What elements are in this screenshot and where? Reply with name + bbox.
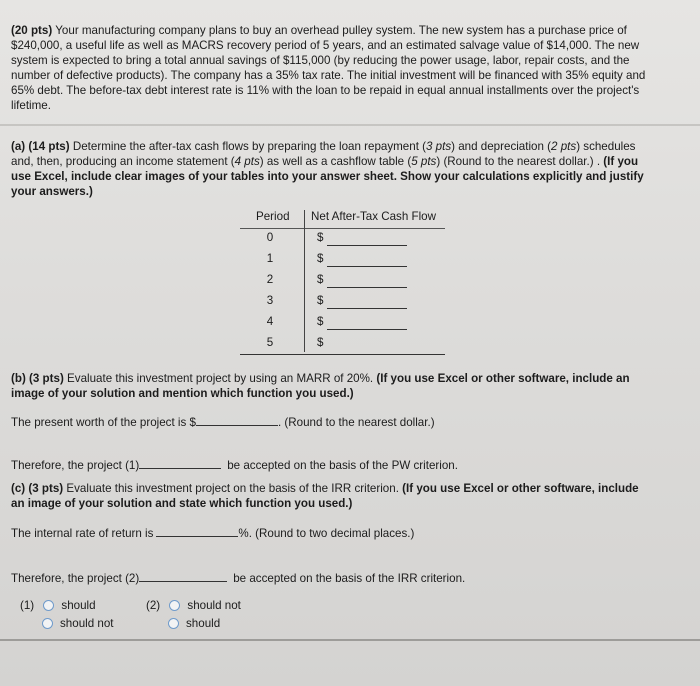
- period-cell: 2: [266, 273, 274, 286]
- intro-line-5: lifetime.: [11, 99, 51, 112]
- part-b-text: Evaluate this investment project by using an MARR of 20%.: [67, 372, 374, 385]
- cash-flow-input[interactable]: [327, 287, 407, 288]
- col-header-period: Period: [256, 210, 290, 223]
- irr-decision-dropdown[interactable]: [139, 570, 227, 582]
- option-group-2b: [168, 617, 220, 631]
- irr-prefix: The internal rate of return is: [11, 527, 154, 540]
- irr-answer-input[interactable]: [156, 525, 238, 537]
- part-a-line-1: [11, 140, 635, 154]
- pw-therefore-line: [11, 457, 458, 473]
- irr-therefore-suffix: be accepted on the basis of the IRR criterion.: [233, 572, 466, 585]
- option-group-1: [20, 599, 96, 613]
- irr-suffix: %. (Round to two decimal places.): [238, 527, 415, 540]
- section-divider: [0, 124, 700, 126]
- intro-line-0: [11, 24, 627, 38]
- part-a-pts-loan: 3 pts: [426, 140, 452, 153]
- pw-therefore-prefix: Therefore, the project (1): [11, 459, 140, 472]
- part-a-text-4: and, then, producing an income statement (: [11, 155, 235, 168]
- cash-flow-input[interactable]: [327, 245, 407, 246]
- part-c-label: (c) (3 pts): [11, 482, 64, 495]
- option-should-not-2[interactable]: [169, 599, 241, 612]
- option-should-2[interactable]: [168, 617, 220, 630]
- part-b-line-2: image of your solution and mention which function you used.): [11, 387, 354, 400]
- col-header-cash-flow: Net After-Tax Cash Flow: [311, 210, 436, 223]
- part-b-label: (b) (3 pts): [11, 372, 64, 385]
- period-cell: 1: [266, 252, 274, 265]
- period-cell: 0: [266, 231, 274, 244]
- intro-points: (20 pts): [11, 24, 53, 37]
- part-a-label: (a) (14 pts): [11, 140, 70, 153]
- part-a-text-2: ) and depreciation (: [451, 140, 552, 153]
- dollar-sign: $: [317, 273, 324, 286]
- option-label: should: [186, 617, 221, 630]
- part-b-bold-1: (If you use Excel or other software, include an: [376, 372, 630, 385]
- bottom-divider: [0, 639, 700, 641]
- pw-prefix: The present worth of the project is $: [11, 416, 196, 429]
- period-cell: 5: [266, 336, 274, 349]
- option-should-1[interactable]: [43, 599, 95, 612]
- part-a-text-6: ) (Round to the nearest dollar.) .: [436, 155, 601, 168]
- irr-therefore-line: [11, 570, 465, 586]
- radio-icon[interactable]: [42, 618, 53, 629]
- intro-line-2: system is expected to bring a total annual savings of $115,000 (by reducing the power usage, labor, repair costs, and the: [11, 54, 630, 67]
- option-label: should not: [187, 599, 241, 612]
- group-2-label: (2): [146, 599, 161, 612]
- table-row: [240, 231, 445, 251]
- part-c-text: Evaluate this investment project on the basis of the IRR criterion.: [66, 482, 399, 495]
- dollar-sign: $: [317, 252, 324, 265]
- option-label: should not: [60, 617, 114, 630]
- irr-line: [11, 525, 414, 541]
- dollar-sign: $: [317, 315, 324, 328]
- intro-text-0: Your manufacturing company plans to buy an overhead pulley system. The new system has a purchase price of: [55, 24, 627, 37]
- cash-flow-input[interactable]: [327, 308, 407, 309]
- period-cell: 4: [266, 315, 274, 328]
- intro-line-4: 65% debt. The before-tax debt interest rate is 11% with the loan to be repaid in equal annual installments over the project's: [11, 84, 640, 97]
- group-1-label: (1): [20, 599, 35, 612]
- pw-answer-input[interactable]: [196, 414, 278, 426]
- irr-therefore-prefix: Therefore, the project (2): [11, 572, 140, 585]
- dollar-sign: $: [317, 336, 324, 349]
- pw-line: [11, 414, 435, 430]
- option-group-2: [146, 599, 241, 613]
- part-c-bold-1: (If you use Excel or other software, include: [402, 482, 639, 495]
- part-a-pts-income: 4 pts: [234, 155, 260, 168]
- option-group-1b: [42, 617, 114, 631]
- part-a-bold-1: (If you: [603, 155, 639, 168]
- table-row: [240, 252, 445, 272]
- option-should-not-1[interactable]: [42, 617, 114, 630]
- pw-suffix: . (Round to the nearest dollar.): [277, 416, 435, 429]
- radio-icon[interactable]: [168, 618, 179, 629]
- cash-flow-input[interactable]: [327, 266, 407, 267]
- table-header-rule: [240, 228, 445, 229]
- part-a-line-4: your answers.): [11, 185, 93, 198]
- part-a-pts-dep: 2 pts: [551, 140, 577, 153]
- period-cell: 3: [266, 294, 274, 307]
- dollar-sign: $: [317, 294, 324, 307]
- part-a-line-2: [11, 155, 638, 169]
- pw-decision-dropdown[interactable]: [139, 457, 221, 469]
- part-a-line-3: use Excel, include clear images of your tables into your answer sheet. Show your calculations explicitly and justify: [11, 170, 644, 183]
- part-b-line-1: [11, 372, 630, 386]
- radio-icon[interactable]: [169, 600, 180, 611]
- intro-line-1: $240,000, a useful life as well as MACRS recovery period of 5 years, and an estimated salvage value of $14,000. The new: [11, 39, 640, 52]
- table-row: [240, 273, 445, 293]
- part-c-line-2: an image of your solution and state which function you used.): [11, 497, 353, 510]
- cash-flow-input[interactable]: [327, 329, 407, 330]
- table-row: [240, 315, 445, 335]
- part-c-line-1: [11, 482, 639, 496]
- radio-icon[interactable]: [43, 600, 54, 611]
- option-label: should: [61, 599, 96, 612]
- part-a-text-3: ) schedules: [576, 140, 636, 153]
- part-a-text-5: ) as well as a cashflow table (: [259, 155, 412, 168]
- pw-therefore-suffix: be accepted on the basis of the PW criterion.: [227, 459, 458, 472]
- dollar-sign: $: [317, 231, 324, 244]
- intro-line-3: number of defective products). The company has a 35% tax rate. The initial investment will be financed with 35% equity and: [11, 69, 646, 82]
- table-row: [240, 294, 445, 314]
- table-row: [240, 336, 445, 356]
- part-a-pts-cashflow: 5 pts: [411, 155, 437, 168]
- part-a-text-1: Determine the after-tax cash flows by preparing the loan repayment (: [72, 140, 426, 153]
